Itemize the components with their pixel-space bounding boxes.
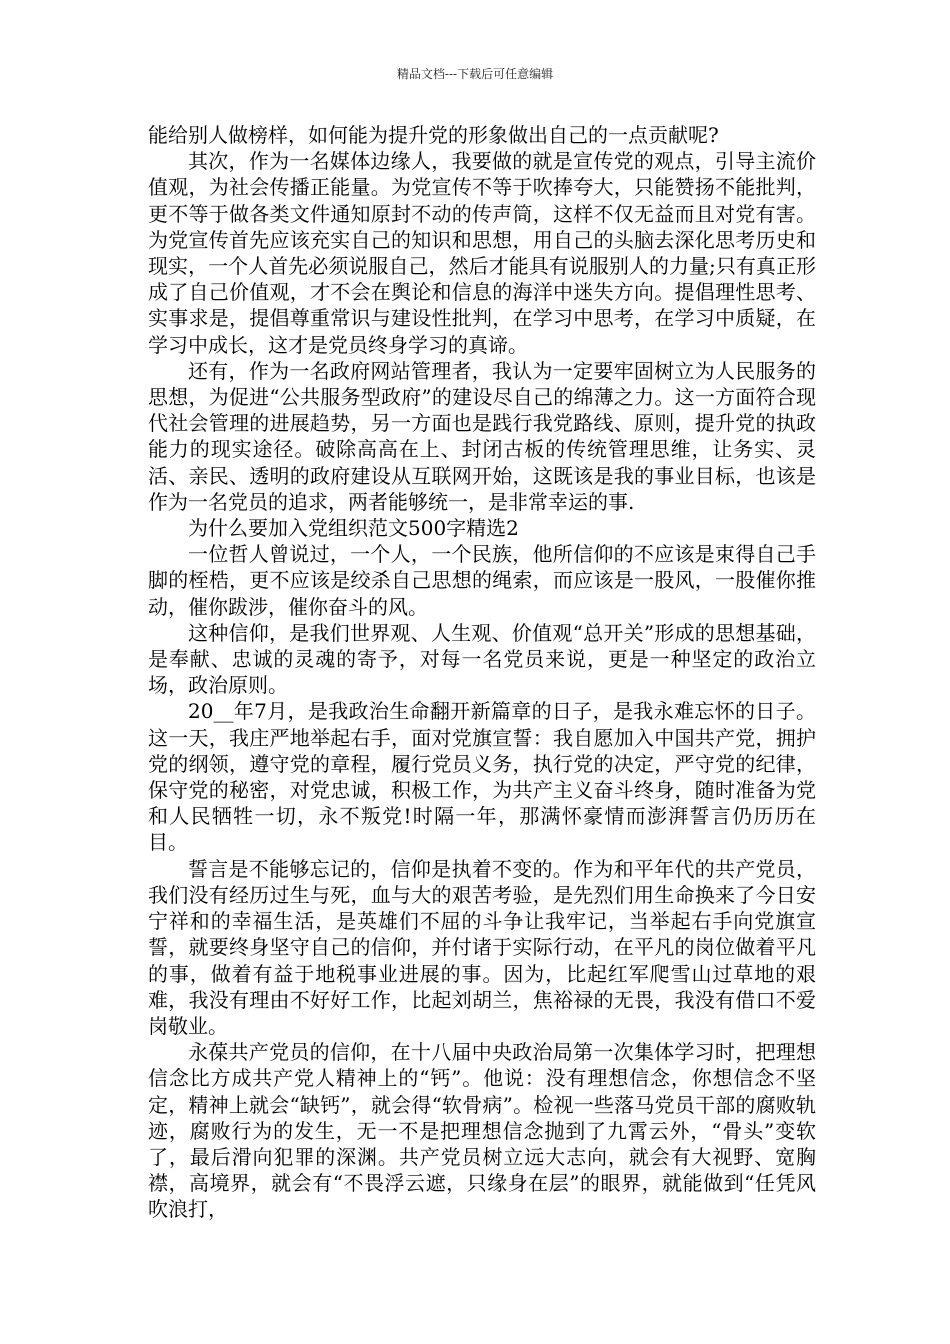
paragraph: 20__年7月，是我政治生命翻开新篇章的日子，是我永难忘怀的日子。这一天，我庄严地举起右手，面对党旗宣誓：我自愿加入中国共产党，拥护党的纲领，遵守党的章程，履行党员义务，执行党的决定，严守党的纪律，保守党的秘密，对党忠诚，积极工作，为共产主义奋斗终身，随时准备为党和人民牺牲一切，永不叛党!时隔一年，那满怀豪情而澎湃誓言仍历历在目。 bbox=[148, 699, 816, 855]
page-header: 精品文档---下载后可任意编辑 bbox=[396, 67, 554, 81]
paragraph-continuation: 能给别人做榜样，如何能为提升党的形象做出自己的一点贡献呢? bbox=[148, 123, 719, 147]
paragraph: 永葆共产党员的信仰，在十八届中央政治局第一次集体学习时，把理想信念比方成共产党人精神上的“钙”。他说：没有理想信念，你想信念不坚定，精神上就会“缺钙”，就会得“软骨病”。检视一些落马党员干部的腐败轨迹，腐败行为的发生，无一不是把理想信念抛到了九霄云外，“骨头”变软了，最后滑向犯罪的深渊。共产党员树立远大志向，就会有大视野、宽胸襟，高境界，就会有“不畏浮云遮，只缘身在层”的眼界，就能做到“任凭风吹浪打， bbox=[148, 1040, 816, 1222]
paragraph: 这种信仰，是我们世界观、人生观、价值观“总开关”形成的思想基础，是奉献、忠诚的灵魂的寄予，对每一名党员来说，更是一种坚定的政治立场，政治原则。 bbox=[148, 620, 816, 698]
section-title: 为什么要加入党组织范文500字精选2 bbox=[188, 516, 519, 541]
paragraph: 誓言是不能够忘记的，信仰是执着不变的。作为和平年代的共产党员，我们没有经历过生与死，血与大的艰苦考验，是先烈们用生命换来了今日安宁祥和的幸福生活，是英雄们不屈的斗争让我牢记，当举起右手向党旗宣誓，就要终身坚守自己的信仰，并付诸于实际行动，在平凡的岗位做着平凡的事，做着有益于地税事业进展的事。因为，比起红军爬雪山过草地的艰难，我没有理由不好好工作，比起刘胡兰，焦裕禄的无畏，我没有借口不爱岗敬业。 bbox=[148, 856, 816, 1038]
paragraph: 一位哲人曾说过，一个人，一个民族，他所信仰的不应该是束得自己手脚的桎梏，更不应该是绞杀自己思想的绳索，而应该是一股风，一股催你推动，催你跋涉，催你奋斗的风。 bbox=[148, 542, 816, 619]
document-body bbox=[148, 122, 816, 1223]
paragraph: 其次，作为一名媒体边缘人，我要做的就是宣传党的观点，引导主流价值观，为社会传播正能量。为党宣传不等于吹捧夸大，只能赞扬不能批判，更不等于做各类文件通知原封不动的传声筒，这样不仅无益而且对党有害。为党宣传首先应该充实自己的知识和思想，用自己的头脑去深化思考历史和现实，一个人首先必须说服自己，然后才能具有说服别人的力量;只有真正形成了自己价值观，才不会在舆论和信息的海洋中迷失方向。提倡理性思考、实事求是，提倡尊重常识与建设性批判，在学习中思考，在学习中质疑，在学习中成长，这才是党员终身学习的真谛。 bbox=[148, 149, 816, 357]
paragraph: 还有，作为一名政府网站管理者，我认为一定要牢固树立为人民服务的思想，为促进“公共服务型政府”的建设尽自己的绵薄之力。这一方面符合现代社会管理的进展趋势，另一方面也是践行我党路线、原则，提升党的执政能力的现实途径。破除高高在上、封闭古板的传统管理思维，让务实、灵活、亲民、透明的政府建设从互联网开始，这既该是我的事业目标，也该是作为一名党员的追求，两者能够统一，是非常幸运的事. bbox=[148, 358, 816, 514]
